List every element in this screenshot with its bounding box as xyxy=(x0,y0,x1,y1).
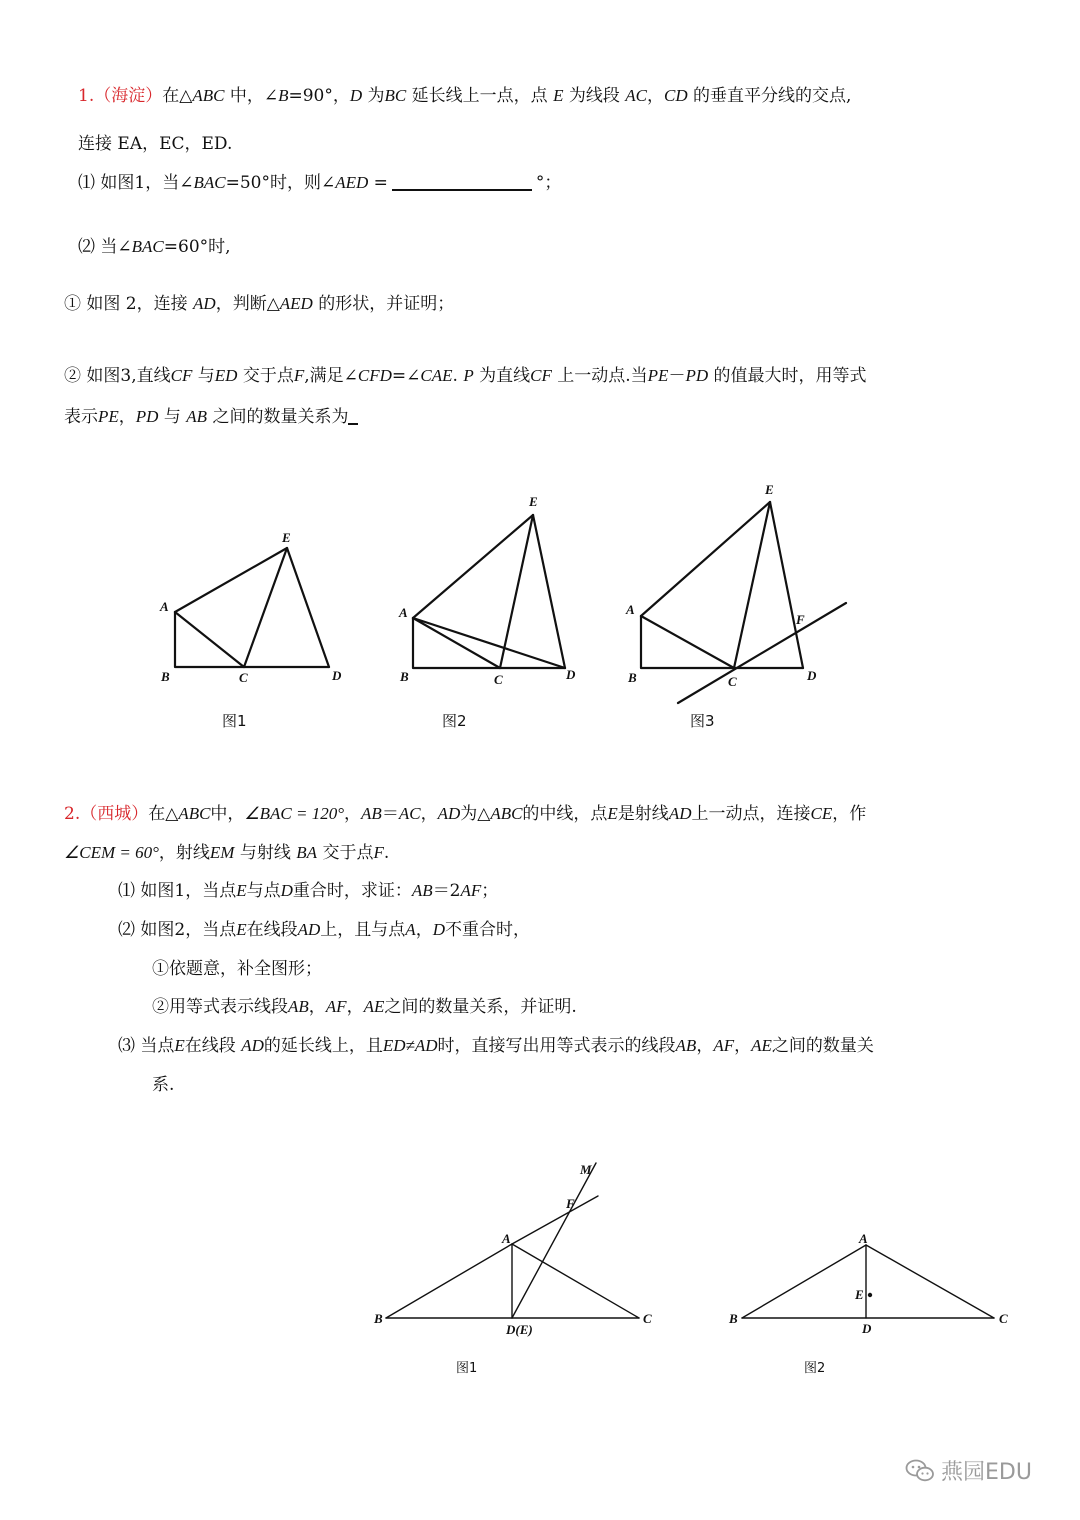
p2-figure1 xyxy=(386,1163,639,1318)
p1-question2-part2: ② 如图3,直线CF 与ED 交于点F,满足∠CFD=∠CAE. P 为直线CF 上一动点.当PE－PD 的值最大时，用等式 xyxy=(64,366,867,386)
label-a: A xyxy=(626,602,635,617)
label-a: A xyxy=(502,1231,511,1246)
p1-line2: 连接 EA，EC，ED. xyxy=(78,134,233,154)
label-b: B xyxy=(628,670,637,685)
caption-fig2: 图2 xyxy=(442,712,467,730)
label-e: E xyxy=(855,1287,864,1302)
p2-question2-part1: ①依题意，补全图形； xyxy=(152,959,322,979)
label-f: F xyxy=(796,612,805,627)
p1-figure2 xyxy=(413,515,565,668)
label-d-e: D(E) xyxy=(506,1322,533,1337)
wechat-icon xyxy=(905,1458,935,1484)
p1-question2-part1: ① 如图 2，连接 AD，判断△AED 的形状，并证明； xyxy=(64,294,455,314)
p1-figure1 xyxy=(175,548,329,667)
point-e xyxy=(868,1293,872,1297)
p1-question2-part2-cont: 表示PE，PD 与 AB 之间的数量关系为 xyxy=(64,405,358,429)
label-d: D xyxy=(807,668,817,683)
label-f: F xyxy=(566,1196,575,1211)
label-e: E xyxy=(765,482,774,497)
p1-number: 1. xyxy=(78,86,95,106)
label-e: E xyxy=(529,494,538,509)
p1-question2: ⑵ 当∠BAC=60°时, xyxy=(78,237,231,257)
label-b: B xyxy=(400,669,409,684)
label-c: C xyxy=(643,1311,652,1326)
watermark xyxy=(905,1455,1032,1486)
caption-fig2: 图2 xyxy=(804,1361,826,1376)
p2-number: 2. xyxy=(64,804,81,824)
p2-question2-part2: ②用等式表示线段AB，AF，AE之间的数量关系，并证明. xyxy=(152,997,577,1017)
label-b: B xyxy=(729,1311,738,1326)
p1-question1: ⑴ 如图1，当∠BAC=50°时，则∠AED = °； xyxy=(78,173,562,193)
label-c: C xyxy=(239,670,248,685)
p2-line2: ∠CEM = 60°，射线EM 与射线 BA 交于点F. xyxy=(64,843,390,863)
p2-line1: 2.（西城）在△ABC中，∠BAC = 120°，AB＝AC，AD为△ABC的中线，点E是射线AD上一动点，连接CE，作 xyxy=(64,804,867,824)
watermark-text: 燕园EDU xyxy=(941,1460,1032,1485)
label-a: A xyxy=(399,605,408,620)
label-d: D xyxy=(332,668,342,683)
label-e: E xyxy=(282,530,291,545)
caption-fig1: 图1 xyxy=(456,1361,478,1376)
caption-fig3: 图3 xyxy=(690,712,715,730)
label-m: M xyxy=(580,1162,592,1177)
label-d: D xyxy=(566,667,576,682)
label-c: C xyxy=(728,674,737,689)
p2-question3-cont: 系. xyxy=(152,1075,175,1095)
p2-source: （西城） xyxy=(80,804,149,824)
label-a: A xyxy=(859,1231,868,1246)
caption-fig1: 图1 xyxy=(222,712,247,730)
p2-question2: ⑵ 如图2，当点E在线段AD上，且与点A，D不重合时， xyxy=(118,920,530,940)
p2-question3: ⑶ 当点E在线段 AD的延长线上，且ED≠AD时，直接写出用等式表示的线段AB，AF，AE之间的数量关 xyxy=(118,1036,874,1056)
label-b: B xyxy=(161,669,170,684)
p2-figure2 xyxy=(742,1245,994,1318)
p1-line1: 1.（海淀）在△ABC 中，∠B=90°，D 为BC 延长线上一点，点 E 为线段 AC，CD 的垂直平分线的交点, xyxy=(78,86,852,106)
label-d: D xyxy=(862,1321,872,1336)
p2-question1: ⑴ 如图1，当点E与点D重合时，求证：AB＝2AF； xyxy=(118,881,499,901)
p1-source: （海淀） xyxy=(94,86,163,106)
label-b: B xyxy=(374,1311,383,1326)
label-c: C xyxy=(494,672,503,687)
label-c: C xyxy=(999,1311,1008,1326)
label-a: A xyxy=(160,599,169,614)
